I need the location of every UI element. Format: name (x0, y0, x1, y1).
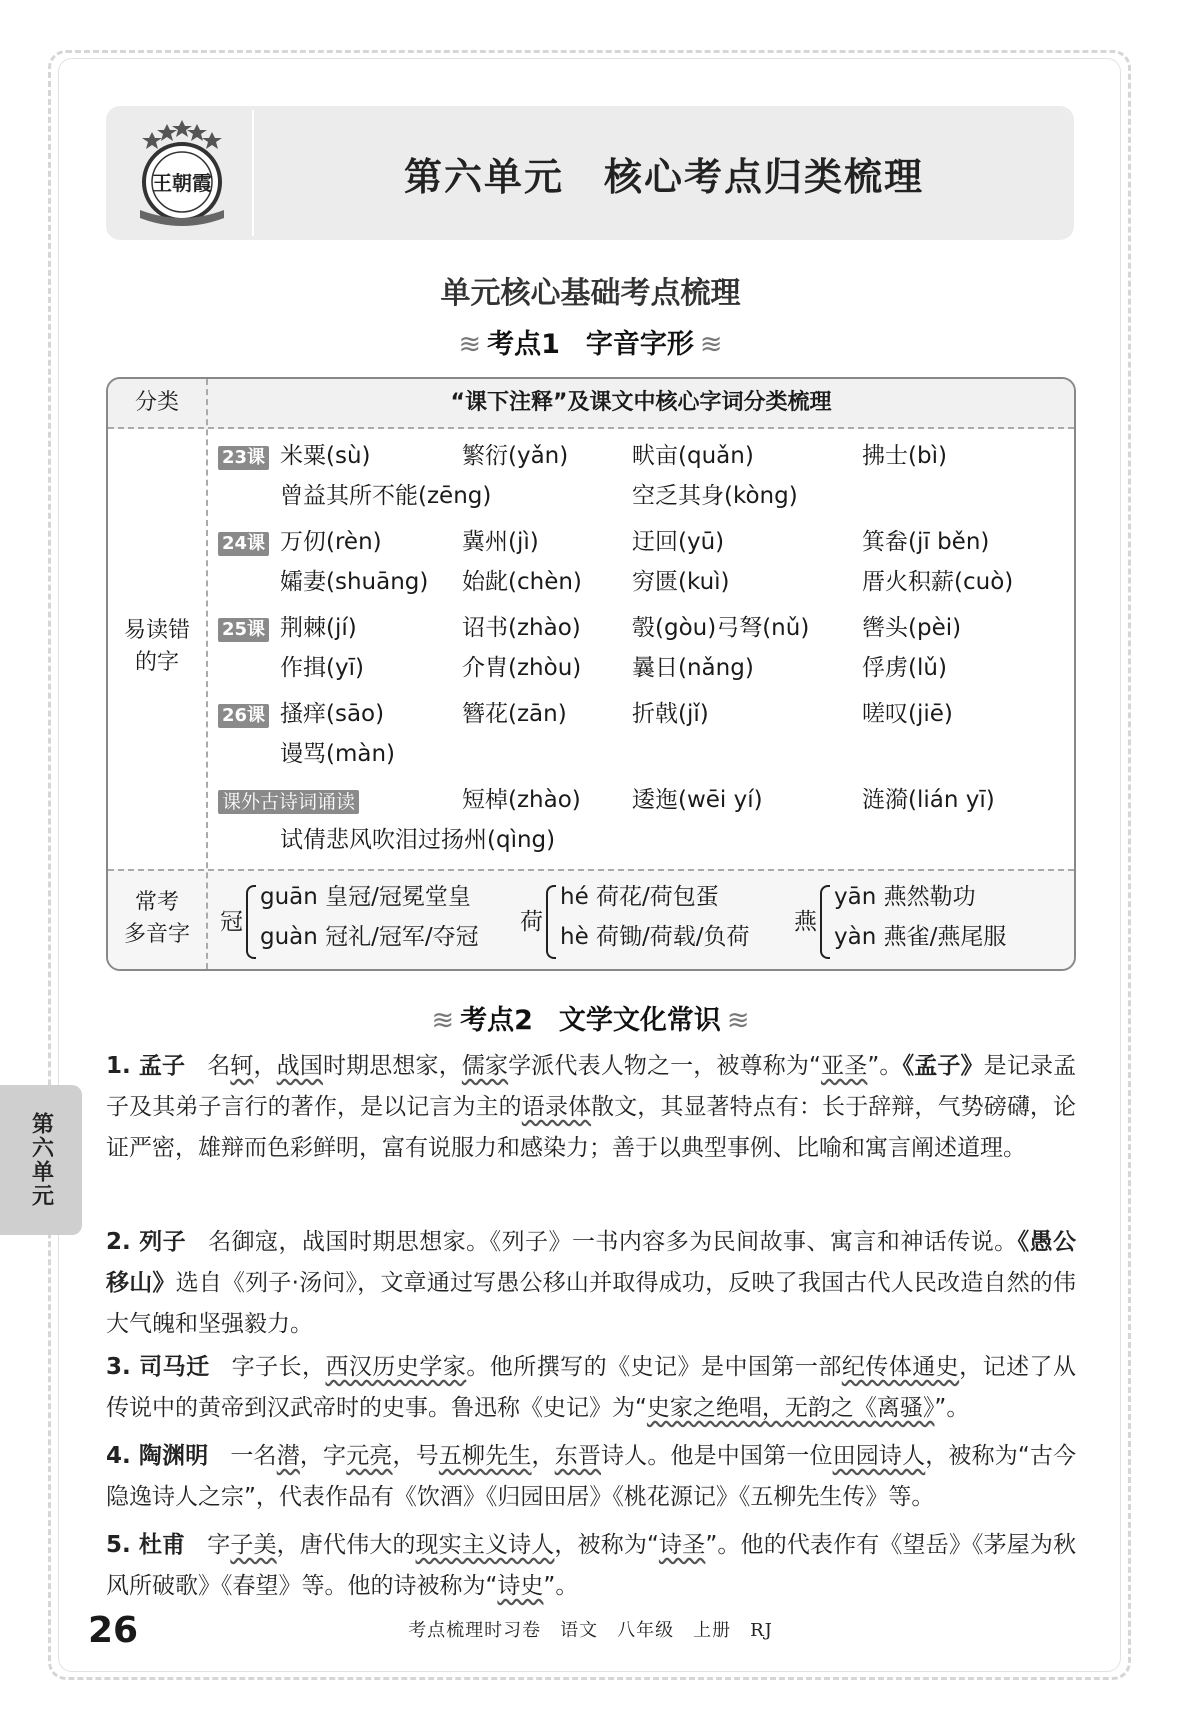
word: 繁衍(yǎn) (462, 443, 569, 469)
item-text: 选自《列子·汤问》，文章通过写愚公移山并取得成功，反映了我国古代人民改造自然的伟大气魄和坚强毅力。 (106, 1270, 1077, 1337)
item-text: 史家之绝唱，无韵之《离骚》 (646, 1395, 935, 1421)
item-text: 一名 (230, 1443, 277, 1469)
word: 穷匮(kuì) (632, 569, 730, 595)
word: 万仞(rèn) (280, 529, 382, 555)
polyphone-reading: hè 荷锄/荷载/负荷 (560, 924, 750, 950)
item-text: 字 (207, 1532, 231, 1558)
item-text: 元亮 (346, 1443, 393, 1469)
brace-icon (546, 885, 556, 959)
kd1-title (0, 322, 1181, 361)
word: 彀(gòu)弓弩(nǔ) (632, 615, 810, 641)
item-text: 五柳先生 (438, 1443, 532, 1469)
item-text: 西汉历史学家 (325, 1354, 467, 1380)
word: 畎亩(quǎn) (632, 443, 754, 469)
item-text: 诗圣 (658, 1532, 706, 1558)
lesson-badge: 25课 (218, 618, 269, 642)
item-text: 现实主义诗人 (415, 1532, 555, 1558)
item-text: 潜 (276, 1443, 300, 1469)
kd1-name: 字音字形 (585, 329, 694, 360)
item-text: ，号 (392, 1443, 439, 1469)
item-text: 字子长， (231, 1354, 326, 1380)
item-text: 诗人。他是中国第一位 (601, 1443, 833, 1469)
word: 作揖(yī) (280, 655, 364, 681)
knowledge-item (106, 1046, 1076, 1169)
word: 折戟(jǐ) (632, 701, 709, 727)
polyphone-reading: guān 皇冠/冠冕堂皇 (260, 884, 471, 910)
item-text: 亚圣 (820, 1053, 868, 1079)
item-text: ， (253, 1053, 277, 1079)
word: 厝火积薪(cuò) (862, 569, 1014, 595)
kd2-title (0, 998, 1181, 1037)
word: 孀妻(shuāng) (280, 569, 429, 595)
word: 介胄(zhòu) (462, 655, 582, 681)
word: 米粟(sù) (280, 443, 371, 469)
word: 始龀(chèn) (462, 569, 582, 595)
kd2-name: 文学文化常识 (558, 1005, 721, 1036)
word: 逶迤(wēi yí) (632, 787, 763, 813)
table-header (108, 379, 1074, 429)
item-text: 子美 (230, 1532, 277, 1558)
item-text: ，字 (299, 1443, 347, 1469)
header-main: “课下注释”及课文中核心字词分类梳理 (450, 390, 832, 415)
word: 拂士(bì) (862, 443, 947, 469)
item-text: ，被称为“古今隐逸诗人之宗”，代表作品有《饮酒》《归园田居》《桃花源记》《五柳先生传》等。 (106, 1443, 1077, 1510)
item-text: 战国 (276, 1053, 323, 1079)
lesson-badge: 课外古诗词诵读 (218, 790, 359, 814)
word: 辔头(pèi) (862, 615, 962, 641)
word: 曾益其所不能(zēng) (280, 483, 492, 509)
page-number: 26 (88, 1610, 139, 1651)
item-number: 5. (106, 1532, 139, 1558)
word: 诏书(zhào) (462, 615, 581, 641)
title-unit: 第六单元 (403, 154, 564, 199)
word: 短棹(zhào) (462, 787, 581, 813)
item-text: ，唐代伟大的 (276, 1532, 416, 1558)
item-text: 名 (207, 1053, 231, 1079)
unit-side-tab: 第六单元 (0, 1085, 82, 1235)
brace-icon (820, 885, 830, 959)
polyphone-reading: yàn 燕雀/燕尾服 (834, 924, 1007, 950)
wave-left-icon: ≋ (458, 329, 482, 360)
knowledge-item (106, 1347, 1076, 1429)
svg-text:王朝霞: 王朝霞 (152, 171, 212, 195)
wave-left-icon: ≋ (431, 1005, 455, 1036)
wave-right-icon: ≋ (699, 329, 723, 360)
category-polyphone: 常考 多音字 (123, 890, 190, 947)
item-name: 列子 (139, 1229, 187, 1255)
word: 迂回(yū) (632, 529, 725, 555)
item-text: 是记录孟子及其弟子言行的著作，是以记言为主的 (106, 1053, 1077, 1120)
item-text: ， (531, 1443, 555, 1469)
lesson-badge: 23课 (218, 446, 269, 470)
vocab-table (106, 377, 1076, 971)
wave-right-icon: ≋ (726, 1005, 750, 1036)
title-main: 核心考点归类梳理 (604, 154, 925, 199)
page-footer: 考点梳理时习卷 语文 八年级 上册 RJ (408, 1620, 773, 1641)
word: 空乏其身(kòng) (632, 483, 798, 509)
item-number: 3. (106, 1354, 140, 1380)
item-text: 轲 (230, 1053, 254, 1079)
item-number: 2. (106, 1229, 140, 1255)
item-text: 散文，其显著特点有：长于辞辩，气势磅礴，论证严密，雄辩而色彩鲜明，富有说服力和感染力；善于以典型事例、比喻和寓言阐述道理。 (106, 1094, 1077, 1161)
word: 簪花(zān) (462, 701, 567, 727)
knowledge-item (106, 1436, 1076, 1518)
word: 谩骂(màn) (280, 741, 396, 767)
item-text: ”。 (867, 1053, 903, 1079)
word: 试倩悲风吹泪过扬州(qìng) (280, 827, 556, 853)
knowledge-item (106, 1525, 1076, 1607)
item-text: 名御寇，战国时期思想家。《列子》一书内容多为民间故事、寓言和神话传说。 (208, 1229, 1018, 1255)
item-text: 东晋 (554, 1443, 602, 1469)
polyphone-char: 荷 (520, 909, 543, 935)
polyphone-reading: yān 燕然勒功 (834, 884, 976, 910)
item-text: 田园诗人 (832, 1443, 926, 1469)
item-text: 学派代表人物之一，被尊称为“ (508, 1053, 821, 1079)
brace-icon (246, 885, 256, 959)
word: 荆棘(jí) (280, 615, 357, 641)
polyphone-char: 燕 (794, 909, 817, 935)
item-text: 。他所撰写的《史记》是中国第一部 (466, 1354, 842, 1380)
item-text: 《愚公移山》 (106, 1229, 1077, 1296)
item-name: 杜甫 (138, 1532, 186, 1558)
item-number: 4. (106, 1443, 139, 1469)
item-text: 儒家 (461, 1053, 509, 1079)
item-text: 《孟子》 (902, 1053, 984, 1079)
word: 曩日(nǎng) (632, 655, 754, 681)
section-title: 单元核心基础考点梳理 (440, 276, 741, 311)
category-misread: 易读错 的字 (123, 618, 190, 675)
row-divider (108, 869, 1074, 871)
kd1-label: 考点1 (487, 329, 560, 360)
item-text: ，被称为“ (554, 1532, 659, 1558)
polyphone-char: 冠 (220, 909, 243, 935)
item-name: 陶渊明 (138, 1443, 209, 1469)
item-number: 1. (106, 1053, 139, 1079)
lesson-badge: 26课 (218, 704, 269, 728)
polyphone-reading: hé 荷花/荷包蛋 (560, 884, 719, 910)
item-text: 时期思想家， (322, 1053, 462, 1079)
item-text: ”。他的代表作有《望岳》《茅屋为秋风所破歌》《春望》等。他的诗被称为“ (106, 1532, 1077, 1599)
word: 俘虏(lǔ) (862, 655, 947, 681)
item-text: 纪传体通史 (841, 1354, 960, 1380)
kd2-label: 考点2 (460, 1005, 533, 1036)
item-name: 孟子 (138, 1053, 186, 1079)
item-text: 诗史 (497, 1573, 544, 1599)
item-text: ”。 (934, 1395, 970, 1421)
item-name: 司马迁 (139, 1354, 210, 1380)
item-text: ，记述了从传说中的黄帝到汉武帝时的史事。鲁迅称《史记》为“ (106, 1354, 1077, 1421)
knowledge-item (106, 1222, 1076, 1345)
header-category: 分类 (134, 390, 179, 415)
item-text: 语录体 (521, 1094, 592, 1120)
item-text: ”。 (543, 1573, 579, 1599)
word: 嗟叹(jiē) (862, 701, 953, 727)
word: 涟漪(lián yī) (862, 787, 995, 813)
publisher-logo (132, 118, 232, 230)
word: 搔痒(sāo) (280, 701, 385, 727)
word: 箕畚(jī běn) (862, 529, 990, 555)
word: 冀州(jì) (462, 529, 539, 555)
page-title (254, 106, 1074, 240)
polyphone-reading: guàn 冠礼/冠军/夺冠 (260, 924, 479, 950)
column-divider (206, 379, 208, 969)
lesson-badge: 24课 (218, 532, 269, 556)
